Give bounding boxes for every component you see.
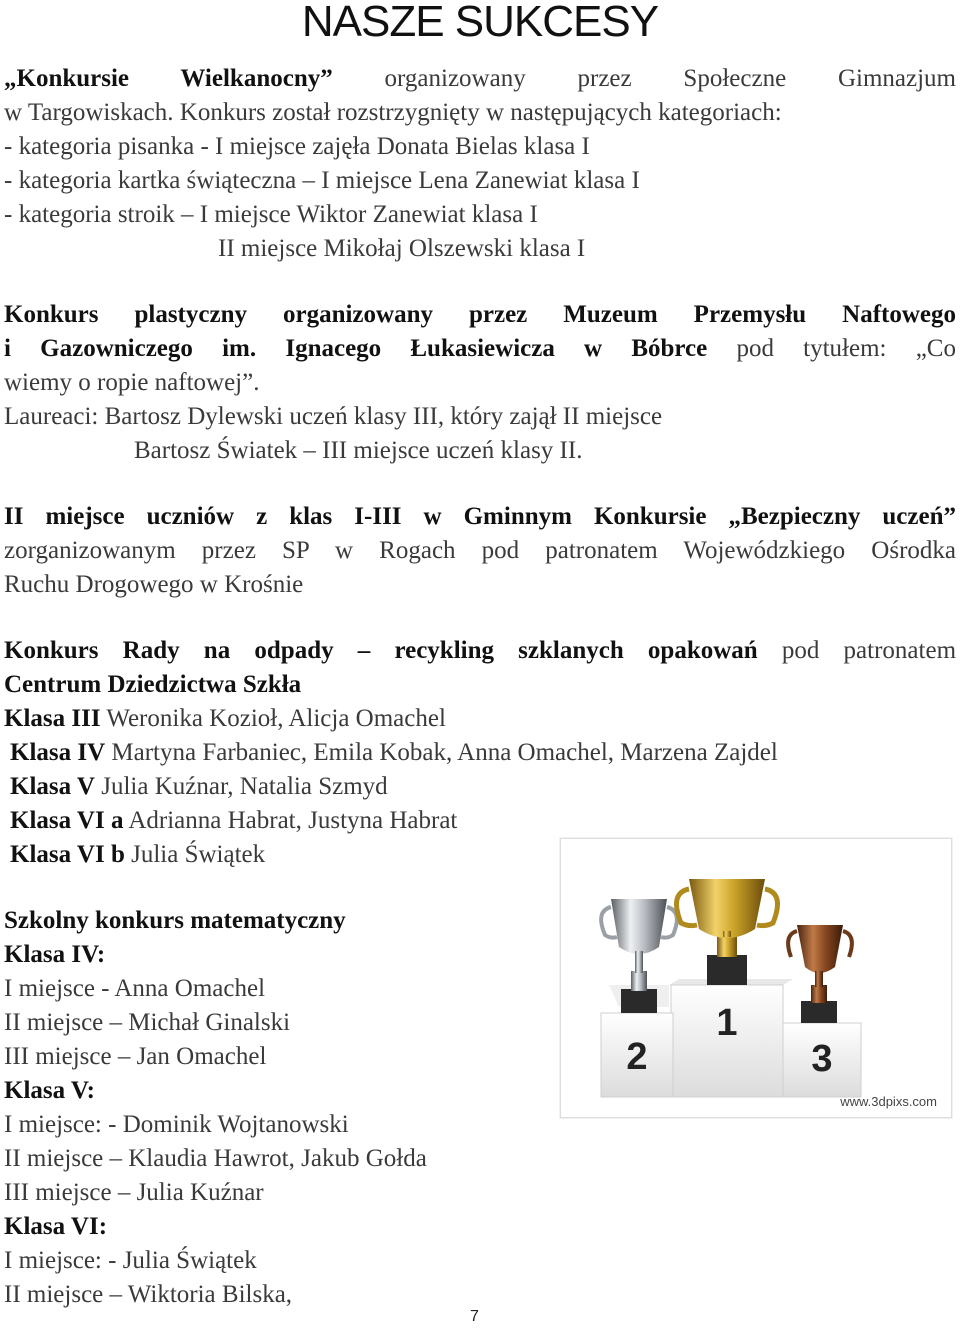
- wielkanoc-line-2: w Targowiskach. Konkurs został rozstrzygnięty w następujących kategoriach:: [4, 99, 782, 126]
- klasa-vi-label: Klasa VI:: [4, 1213, 108, 1240]
- odpady-klasa: Klasa VI b: [10, 841, 125, 868]
- plastyczny-line-2-text: pod tytułem: „Co: [707, 335, 956, 362]
- plastyczny-heading: Konkurs plastyczny organizowany przez Muzeum Przemysłu Naftowego: [4, 301, 956, 328]
- bezpieczny-heading: II miejsce uczniów z klas I-III w Gminnym Konkursie „Bezpieczny uczeń”: [4, 503, 956, 530]
- odpady-names: Julia Kuźnar, Natalia Szmyd: [94, 773, 388, 800]
- odpady-row: [10, 770, 388, 803]
- odpady-row: [10, 838, 265, 871]
- plastyczny-line-3: wiemy o ropie naftowej”.: [4, 369, 260, 396]
- odpady-row: [10, 804, 457, 837]
- plastyczny-line-5: Bartosz Światek – III miejsce uczeń klasy II.: [134, 437, 583, 464]
- klasa-iv-label: Klasa IV:: [4, 941, 106, 968]
- klasa-v-place-3: III miejsce – Julia Kuźnar: [4, 1179, 264, 1206]
- klasa-iv-place-2: II miejsce – Michał Ginalski: [4, 1009, 291, 1036]
- odpady-heading: Konkurs Rady na odpady – recykling szklanych opakowań: [4, 637, 758, 664]
- odpady-names: Adrianna Habrat, Justyna Habrat: [123, 807, 458, 834]
- plastyczny-line-2: [4, 332, 956, 365]
- matematyczny-heading-text: Szkolny konkurs matematyczny: [4, 907, 346, 934]
- klasa-iv-place-1: I miejsce - Anna Omachel: [4, 975, 266, 1002]
- odpady-klasa: Klasa VI a: [10, 807, 124, 834]
- plastyczny-line-1: [4, 298, 956, 331]
- wielkanoc-line-6: II miejsce Mikołaj Olszewski klasa I: [218, 235, 586, 262]
- wielkanoc-line-1-text: organizowany przez Społeczne Gimnazjum: [332, 65, 956, 92]
- trophy-podium-illustration: [561, 839, 951, 1117]
- podium-number-1: 1: [716, 1002, 738, 1044]
- odpady-row: [10, 736, 778, 769]
- wielkanoc-heading: „Konkursie Wielkanocny”: [4, 65, 333, 92]
- podium-number-3: 3: [811, 1038, 833, 1080]
- wielkanoc-line-3: - kategoria pisanka - I miejsce zajęła Donata Bielas klasa I: [4, 133, 590, 160]
- klasa-vi-heading: [4, 1210, 107, 1243]
- podium-number-2: 2: [626, 1036, 648, 1078]
- bezpieczny-line-2: zorganizowanym przez SP w Rogach pod patronatem Wojewódzkiego Ośrodka: [4, 537, 956, 564]
- klasa-vi-place-2: II miejsce – Wiktoria Bilska,: [4, 1281, 293, 1308]
- odpady-line-1-text: pod patronatem: [757, 637, 957, 664]
- odpady-klasa: Klasa IV: [10, 739, 106, 766]
- odpady-line-1: [4, 634, 956, 667]
- odpady-names: Weronika Kozioł, Alicja Omachel: [100, 705, 446, 732]
- wielkanoc-line-5: - kategoria stroik – I miejsce Wiktor Zanewiat klasa I: [4, 201, 538, 228]
- bezpieczny-line-1: [4, 500, 956, 533]
- page-number: 7: [470, 1308, 479, 1325]
- odpady-klasa: Klasa III: [4, 705, 101, 732]
- wielkanoc-line-1: [4, 62, 956, 95]
- plastyczny-heading-2: i Gazowniczego im. Ignacego Łukasiewicza w Bóbrce: [4, 335, 708, 362]
- odpady-heading-2: Centrum Dziedzictwa Szkła: [4, 671, 302, 698]
- wielkanoc-line-4: - kategoria kartka świąteczna – I miejsce Lena Zanewiat klasa I: [4, 167, 640, 194]
- matematyczny-heading: [4, 904, 346, 937]
- klasa-v-place-1: I miejsce: - Dominik Wojtanowski: [4, 1111, 349, 1138]
- odpady-klasa: Klasa V: [10, 773, 95, 800]
- klasa-iv-place-3: III miejsce – Jan Omachel: [4, 1043, 267, 1070]
- odpady-names: Martyna Farbaniec, Emila Kobak, Anna Omachel, Marzena Zajdel: [105, 739, 778, 766]
- odpady-names: Julia Świątek: [124, 841, 266, 868]
- odpady-line-2: [4, 668, 301, 701]
- image-watermark: www.3dpixs.com: [840, 1094, 937, 1109]
- plastyczny-line-4: Laureaci: Bartosz Dylewski uczeń klasy III, który zajął II miejsce: [4, 403, 663, 430]
- klasa-iv-heading: [4, 938, 105, 971]
- bezpieczny-line-3: Ruchu Drogowego w Krośnie: [4, 571, 304, 598]
- klasa-v-place-2: II miejsce – Klaudia Hawrot, Jakub Gołda: [4, 1145, 427, 1172]
- klasa-v-label: Klasa V:: [4, 1077, 96, 1104]
- klasa-v-heading: [4, 1074, 95, 1107]
- klasa-vi-place-1: I miejsce: - Julia Świątek: [4, 1247, 257, 1274]
- trophy-podium-image: [560, 838, 952, 1118]
- odpady-row: [4, 702, 446, 735]
- page-title: NASZE SUKCESY: [301, 0, 659, 46]
